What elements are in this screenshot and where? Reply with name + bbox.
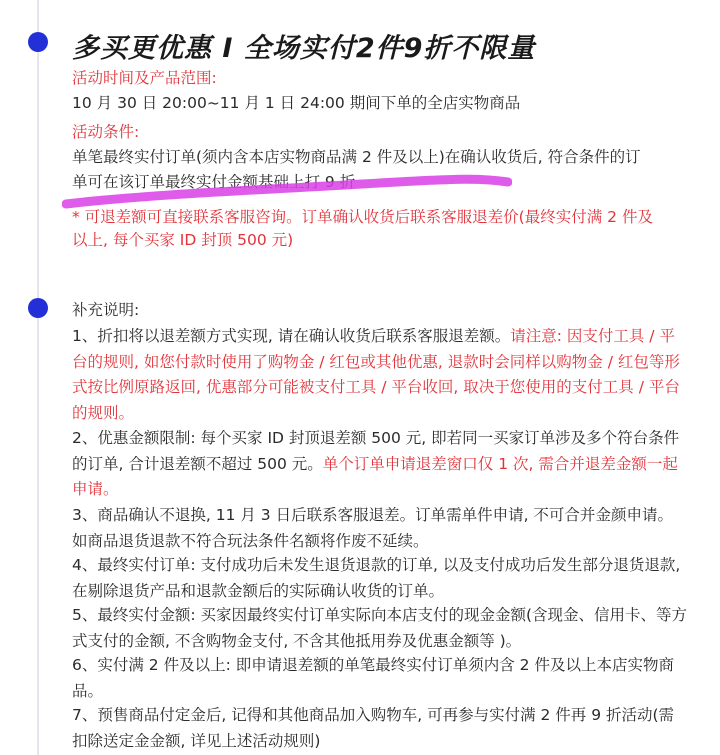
conditions-label: 活动条件: [72, 123, 140, 141]
page-title: 多买更优惠 I 全场实付2件9折不限量 [72, 33, 536, 64]
activity-time-text: 10 月 30 日 20:00~11 月 1 日 24:00 期间下单的全店实物商品 [72, 94, 521, 112]
activity-time-label: 活动时间及产品范围: [72, 69, 217, 87]
timeline-line [37, 0, 39, 755]
timeline-dot-icon [28, 298, 48, 318]
supplement-item-1-text: 1、折扣将以退差额方式实现, 请在确认收货后联系客服退差额。 [72, 327, 511, 345]
conditions-line1: 单笔最终实付订单(须内含本店实物商品满 2 件及以上)在确认收货后, 符合条件的订 [72, 148, 641, 166]
supplement-item-4: 4、最终实付订单: 支付成功后未发生退货退款的订单, 以及支付成功后发生部分退货退款, 在剔除退货产品和退款金额后的实际确认收货的订单。 [72, 556, 681, 600]
supplement-item-5: 5、最终实付金额: 买家因最终实付订单实际向本店支付的现金金额(含现金、信用卡、等方式支付的金额, 不含购物金支付, 不含其他抵用券及优惠金额等 )。 [72, 606, 688, 650]
supplement-item-1-warning: 请注意: 因支付工具 / 平台的规则, 如您付款时使用了购物金 / 红包或其他优惠, 退款时会同样以购物金 / 红包等形式按比例原路返回, 优惠部分可能被支付工具 / 平台收回, 取决于您使用的支付工具 / 平台的规则。 [72, 327, 680, 422]
note-line1: * 可退差额可直接联系客服咨询。订单确认收货后联系客服退差价(最终实付满 2 件及 [72, 208, 653, 226]
supplement-item-6: 6、实付满 2 件及以上: 即申请退差额的单笔最终实付订单须内含 2 件及以上本店实物商品。 [72, 656, 674, 700]
supplement-heading: 补充说明: [72, 301, 140, 319]
supplement-item-1 [72, 324, 688, 426]
supplement-item-2-warning: 单个订单申请退差窗口仅 1 次, 需合并退差金额一起申请。 [72, 454, 678, 498]
supplement-item-7: 7、预售商品付定金后, 记得和其他商品加入购物车, 可再参与实付满 2 件再 9 折活动(需扣除送定金金额, 详见上述活动规则) [72, 706, 675, 750]
supplement-item-3: 3、商品确认不退换, 11 月 3 日后联系客服退差。订单需单件申请, 不可合并金颜申请。如商品退货退款不符合玩法条件名额将作废不延续。 [72, 506, 673, 550]
conditions-line2: 单可在该订单最终实付金额基础上打 9 折 [72, 173, 356, 191]
note-line2: 以上, 每个买家 ID 封顶 500 元) [72, 231, 294, 249]
supplement-item-2-text: 2、优惠金额限制: 每个买家 ID 封顶退差额 500 元, 即若同一买家订单涉及多个符台条件的订单, 合计退差额不超过 500 元。 [72, 429, 680, 473]
timeline-dot-icon [28, 32, 48, 52]
supplement-item-2 [72, 426, 688, 503]
